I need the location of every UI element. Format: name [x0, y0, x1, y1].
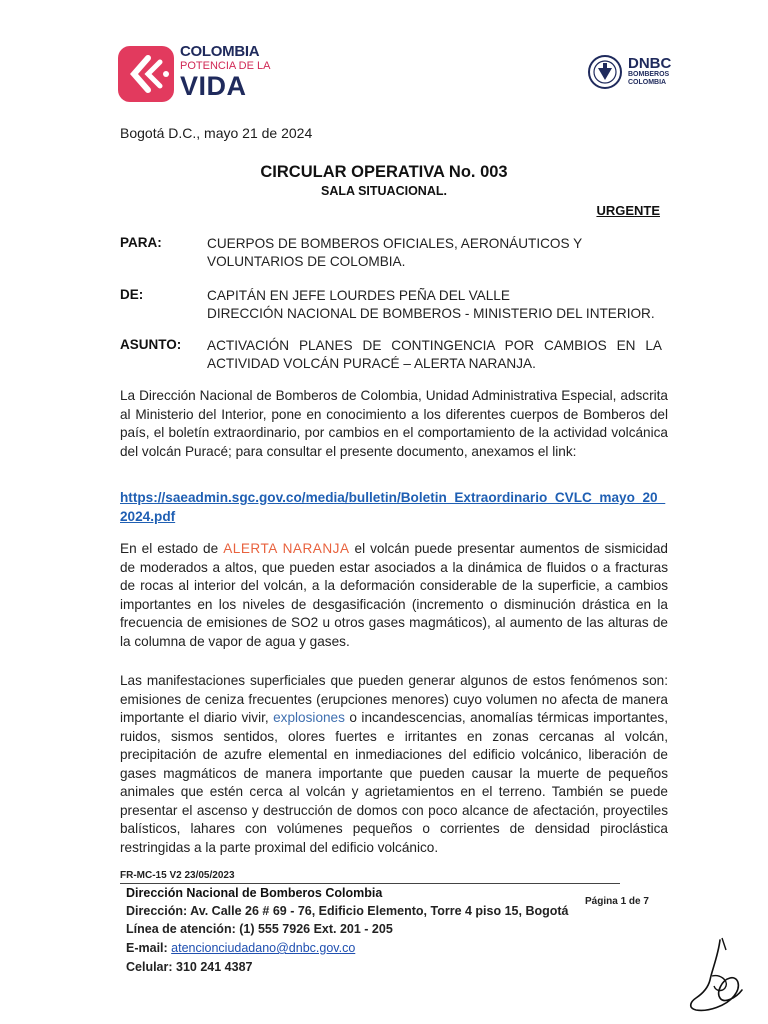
alert-level-highlight: ALERTA NARANJA [223, 541, 350, 556]
footer-email-label: E-mail: [126, 941, 172, 955]
logo-line-potencia: POTENCIA DE LA [180, 60, 271, 72]
footer-email-row [126, 941, 355, 955]
explosiones-highlight: explosiones [273, 710, 345, 725]
paragraph-alert-post: el volcán puede presentar aumentos de sismicidad de moderados a altos, que pueden estar asociados a la dinámica de fluidos o a fracturas de rocas al interior del volcán, a la deformación considerable de la superficie, a cambios importantes en los niveles de desgasificación (incremento o disminución drástica en la frecuencia de emisiones de SO2 u otros gases magmáticos), al aumento de las alturas de la columna de vapor de agua y gases. [120, 541, 668, 649]
paragraph-alert [120, 540, 668, 651]
signature-icon [682, 936, 752, 1014]
de-line-name: CAPITÁN EN JEFE LOURDES PEÑA DEL VALLE [207, 288, 510, 303]
de-label: DE: [120, 287, 144, 302]
footer-cellphone: Celular: 310 241 4387 [126, 960, 253, 974]
logo-line-vida: VIDA [180, 71, 247, 101]
footer-org-name: Dirección Nacional de Bomberos Colombia [126, 886, 383, 900]
footer-email-link[interactable]: atencionciudadano@dnbc.gov.co [171, 941, 356, 955]
asunto-label: ASUNTO: [120, 337, 182, 352]
para-label: PARA: [120, 235, 162, 250]
para-value: CUERPOS DE BOMBEROS OFICIALES, AERONÁUTICOS Y VOLUNTARIOS DE COLOMBIA. [207, 236, 582, 269]
circular-title: CIRCULAR OPERATIVA No. 003 [260, 163, 508, 181]
dnbc-bomberos: BOMBEROS [628, 71, 670, 78]
bulletin-link[interactable]: https://saeadmin.sgc.gov.co/media/bulletin/Boletin_Extraordinario_CVLC_mayo_20_2024.pdf [120, 490, 666, 524]
asunto-value: ACTIVACIÓN PLANES DE CONTINGENCIA POR CAMBIOS EN LA ACTIVIDAD VOLCÁN PURACÉ – ALERTA NARANJA. [207, 338, 662, 371]
dnbc-logo [587, 54, 687, 94]
urgency-label: URGENTE [596, 203, 660, 218]
paragraph-manifestations [120, 672, 668, 857]
de-line-office: DIRECCIÓN NACIONAL DE BOMBEROS - MINISTERIO DEL INTERIOR. [207, 306, 655, 321]
logo-line-colombia: COLOMBIA [180, 43, 260, 60]
paragraph-intro: La Dirección Nacional de Bomberos de Colombia, Unidad Administrativa Especial, adscrita al Ministerio del Interior, pone en conocimiento a los diferentes cuerpos de Bomberos del país, el boletín extraordinario, por cambios en el comportamiento de la actividad volcánica del volcán Puracé; para consultar el presente documento, anexamos el link: [120, 388, 668, 459]
dnbc-seal-icon [587, 54, 623, 90]
footer-address: Dirección: Av. Calle 26 # 69 - 76, Edificio Elemento, Torre 4 piso 15, Bogotá [126, 904, 569, 918]
footer-divider [120, 883, 620, 884]
paragraph-manifestations-post: o incandescencias, anomalías térmicas importantes, ruidos, sismos sentidos, olores fuertes e irritantes en zonas cercanas al volcán, precipitación de azufre elemental en inmediaciones del edificio volcánico, liberación de gases magmáticos de manera importante que pueden causar la muerte de pequeños animales que estén cerca al volcán y agrietamientos en el terreno. También se puede presentar el ascenso y destrucción de domos con poco alcance de afectación, proyectiles balísticos, lahares con volúmenes pequeños o corrientes de densidad piroclástica restringidas a la parte proximal del edificio volcánico. [120, 710, 668, 855]
form-code: FR-MC-15 V2 23/05/2023 [120, 870, 235, 881]
footer-phone: Línea de atención: (1) 555 7926 Ext. 201 - 205 [126, 922, 393, 936]
de-value [207, 287, 662, 323]
page-number: Página 1 de 7 [585, 896, 649, 907]
document-date: Bogotá D.C., mayo 21 de 2024 [120, 125, 313, 141]
dnbc-colombia: COLOMBIA [628, 79, 667, 86]
paragraph-manifestations-pre: Las manifestaciones superficiales que pueden generar algunos de estos fenómenos son: emisiones de ceniza frecuentes (erupciones menores) cuyo volumen no afecta de manera importante el diario vivir, [120, 673, 668, 725]
circular-subtitle: SALA SITUACIONAL. [321, 184, 447, 198]
colombia-logo-mark-icon [118, 46, 174, 102]
dnbc-acronym: DNBC [628, 55, 672, 72]
paragraph-alert-pre: En el estado de [120, 541, 224, 556]
colombia-potencia-logo [118, 44, 278, 104]
